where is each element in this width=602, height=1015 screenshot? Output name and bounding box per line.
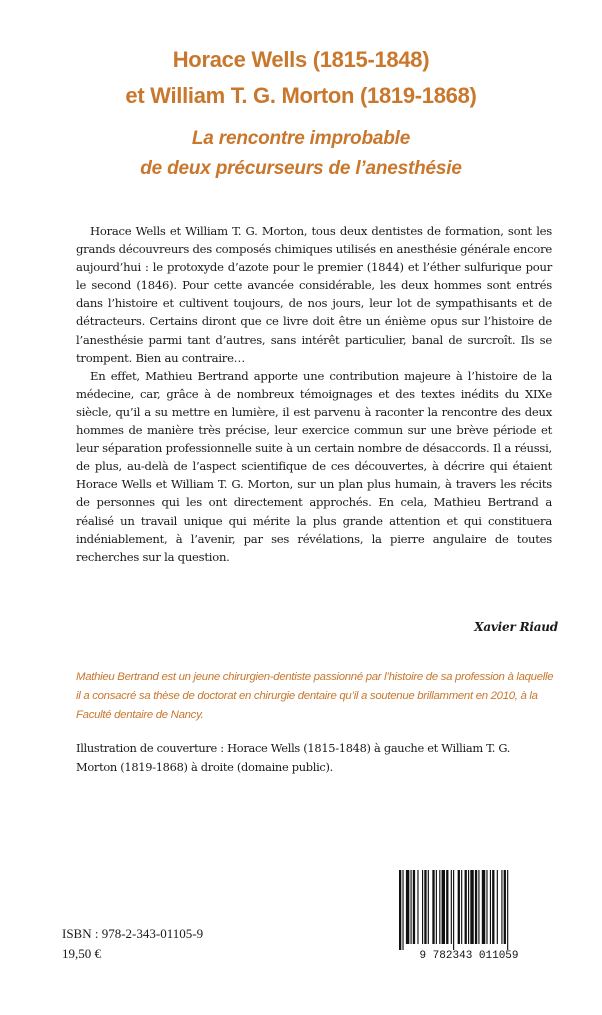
- barcode-bar: [411, 870, 412, 944]
- barcode-bar: [442, 870, 445, 944]
- barcode-bar: [399, 870, 401, 950]
- barcode-bar: [439, 870, 440, 944]
- barcode: [385, 864, 553, 964]
- barcode-bar: [507, 870, 508, 950]
- barcode-bar: [482, 870, 485, 944]
- book-subtitle-line-2: de deux précurseurs de l’anesthésie: [140, 158, 462, 179]
- barcode-bar: [504, 870, 506, 944]
- barcode-bar: [486, 870, 487, 944]
- barcode-bar: [451, 870, 452, 944]
- barcode-bar: [475, 870, 477, 944]
- barcode-bar: [501, 870, 502, 944]
- barcode-bar: [458, 870, 460, 944]
- cover-illustration-caption: Illustration de couverture : Horace Wells (1815-1848) à gauche et William T. G. Morton (1819-1868) à droite (domaine public).: [76, 741, 511, 774]
- barcode-bar: [446, 870, 448, 944]
- price: 19,50 €: [62, 946, 101, 961]
- barcode-bar: [432, 870, 434, 944]
- barcode-bar: [453, 870, 454, 950]
- barcode-bar: [417, 870, 418, 944]
- barcode-bar: [424, 870, 426, 944]
- barcode-bar: [468, 870, 469, 944]
- barcode-digits: 9 782343 011059: [419, 950, 519, 962]
- blurb-paragraph-1: Horace Wells et William T. G. Morton, tous deux dentistes de formation, sont les grands découvreurs des composés chimiques utilisés en anesthésie générale encore aujourd’hui : le protoxyde d’azote pour le premier (1844) et l’éther sulfurique pour le second (1846). Pour cette avancée considérable, les deux hommes sont entrés dans l’histoire et cultivent toujours, de nos jours, leur lot de sympathisants et de détracteurs. Certains diront que ce livre doit être un énième opus sur l’histoire de l’anesthésie parmi tant d’autres, sans intérêt particulier, banal de surcroît. Ils se trompent. Bien au contraire…: [76, 224, 552, 365]
- barcode-icon: [385, 864, 553, 964]
- barcode-bar: [465, 870, 467, 944]
- barcode-bar: [402, 870, 403, 950]
- barcode-bars: [399, 870, 508, 950]
- isbn: ISBN : 978-2-343-01105-9: [62, 926, 204, 941]
- blurb-signature: Xavier Riaud: [474, 620, 558, 634]
- barcode-bar: [413, 870, 415, 944]
- barcode-bar: [470, 870, 473, 944]
- author-bio: Mathieu Bertrand est un jeune chirurgien-dentiste passionné par l’histoire de sa profession à laquelle il a consacré sa thèse de doctorat en chirurgie dentaire qu’il a soutenue brillamment en 2010, à la Faculté dentaire de Nancy.: [76, 671, 554, 721]
- book-title-line-2: et William T. G. Morton (1819-1868): [125, 83, 477, 108]
- book-title-line-1: Horace Wells (1815-1848): [172, 47, 430, 72]
- barcode-bar: [490, 870, 491, 944]
- book-subtitle-line-1: La rencontre improbable: [191, 128, 411, 149]
- barcode-bar: [422, 870, 423, 944]
- blurb-text: [76, 222, 552, 566]
- barcode-bar: [461, 870, 462, 944]
- blurb-paragraph-2: En effet, Mathieu Bertrand apporte une contribution majeure à l’histoire de la médecine, car, grâce à de nombreux témoignages et des textes inédits du XIXe siècle, qu’il a su mettre en lumière, il est parvenu à raconter la rencontre des deux hommes de manière très précise, leur exercice commun sur une brève période et leur séparation professionnelle suite à un certain nombre de désaccords. Il a réussi, de plus, au-delà de l’aspect scientifique de ces découvertes, à décrire qui étaient Horace Wells et William T. G. Morton, sur un plan plus humain, à travers les récits de personnes qui les ont directement approchés. En cela, Mathieu Bertrand a réalisé un travail unique qui mérite la plus grande attention et qui constituera indéniablement, à l’avenir, par ses révélations, la pierre angulaire de toutes recherches sur la question.: [76, 368, 552, 564]
- barcode-bar: [497, 870, 498, 944]
- barcode-bar: [436, 870, 437, 944]
- barcode-bar: [492, 870, 494, 944]
- barcode-bar: [478, 870, 479, 944]
- barcode-bar: [406, 870, 409, 944]
- barcode-bar: [428, 870, 429, 944]
